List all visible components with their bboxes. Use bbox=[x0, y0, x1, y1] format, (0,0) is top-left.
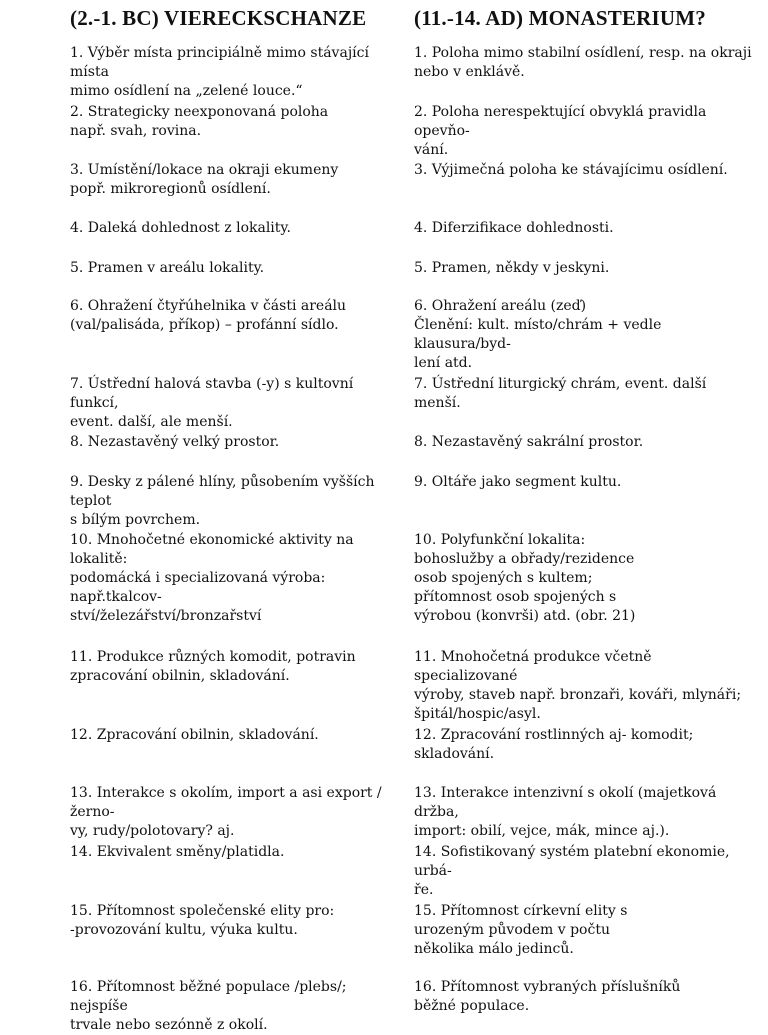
item-left-3: 3. Umístění/lokace na okraji ekumeny popř. mikroregionů osídlení. bbox=[70, 162, 339, 197]
item-left-6: 6. Ohražení čtyřúhelnika v části areálu (val/palisáda, příkop) – profánní sídlo. bbox=[70, 298, 347, 333]
item-right-1: 1. Poloha mimo stabilní osídlení, resp. na okraji nebo v enklávě. bbox=[414, 45, 752, 80]
item-left-5: 5. Pramen v areálu lokality. bbox=[70, 260, 265, 276]
item-right-8: 8. Nezastavěný sakrální prostor. bbox=[414, 434, 644, 450]
heading-monasterium: (11.-14. AD) MONASTERIUM? bbox=[414, 6, 706, 30]
item-right-5: 5. Pramen, někdy v jeskyni. bbox=[414, 260, 610, 276]
item-left-15: 15. Přítomnost společenské elity pro: -provozování kultu, výuka kultu. bbox=[70, 903, 335, 938]
item-left-12: 12. Zpracování obilnin, skladování. bbox=[70, 727, 319, 743]
item-right-2: 2. Poloha nerespektující obvyklá pravidla opevňo- vání. bbox=[414, 104, 707, 158]
item-right-10: 10. Polyfunkční lokalita: bohoslužby a obřady/rezidence osob spojených s kultem; přítomnost osob spojených s výrobou (konvrši) atd. (obr. 21) bbox=[414, 532, 636, 624]
item-left-10: 10. Mnohočetné ekonomické aktivity na lokalitě: podomácká i specializovaná výroba: např.tkalcov- ství/železářství/bronzařství bbox=[70, 532, 354, 624]
item-left-13: 13. Interakce s okolím, import a asi export /žerno- vy, rudy/polotovary? aj. bbox=[70, 785, 382, 839]
heading-viereckschanze: (2.-1. BC) VIERECKSCHANZE bbox=[70, 6, 367, 30]
item-right-9: 9. Oltáře jako segment kultu. bbox=[414, 474, 622, 490]
item-right-15: 15. Přítomnost církevní elity s urozeným původem v počtu několika málo jedinců. bbox=[414, 903, 628, 957]
item-left-9: 9. Desky z pálené hlíny, působením vyšších teplot s bílým povrchem. bbox=[70, 474, 375, 528]
item-left-2: 2. Strategicky neexponovaná poloha např. svah, rovina. bbox=[70, 104, 329, 139]
item-right-16: 16. Přítomnost vybraných příslušníků běžné populace. bbox=[414, 979, 681, 1014]
item-left-16: 16. Přítomnost běžné populace /plebs/; nejspíše trvale nebo sezónně z okolí. bbox=[70, 979, 347, 1033]
item-right-13: 13. Interakce intenzivní s okolí (majetková držba, import: obilí, vejce, mák, mince aj.). bbox=[414, 785, 717, 839]
item-left-7: 7. Ústřední halová stavba (-y) s kultovní funkcí, event. další, ale menší. bbox=[70, 376, 354, 430]
item-left-8: 8. Nezastavěný velký prostor. bbox=[70, 434, 280, 450]
item-right-7: 7. Ústřední liturgický chrám, event. další menší. bbox=[414, 376, 707, 411]
item-right-14: 14. Sofistikovaný systém platební ekonomie, urbá- ře. bbox=[414, 844, 730, 898]
item-left-14: 14. Ekvivalent směny/platidla. bbox=[70, 844, 285, 860]
item-right-3: 3. Výjimečná poloha ke stávajícimu osídlení. bbox=[414, 162, 728, 178]
item-right-12: 12. Zpracování rostlinných aj- komodit; skladování. bbox=[414, 727, 694, 762]
item-left-4: 4. Daleká dohlednost z lokality. bbox=[70, 220, 291, 236]
item-left-1: 1. Výběr místa principiálně mimo stávající místa mimo osídlení na „zelené louce.“ bbox=[70, 45, 369, 99]
item-right-11: 11. Mnohočetná produkce včetně specializované výroby, staveb např. bronzaři, kováři, mlynáři; špitál/hospic/asyl. bbox=[414, 649, 742, 722]
item-right-4: 4. Diferzifikace dohlednosti. bbox=[414, 220, 614, 236]
item-left-11: 11. Produkce různých komodit, potravin zpracování obilnin, skladování. bbox=[70, 649, 356, 684]
item-right-6: 6. Ohražení areálu (zeď) Členění: kult. místo/chrám + vedle klausura/byd- lení atd. bbox=[414, 298, 662, 371]
